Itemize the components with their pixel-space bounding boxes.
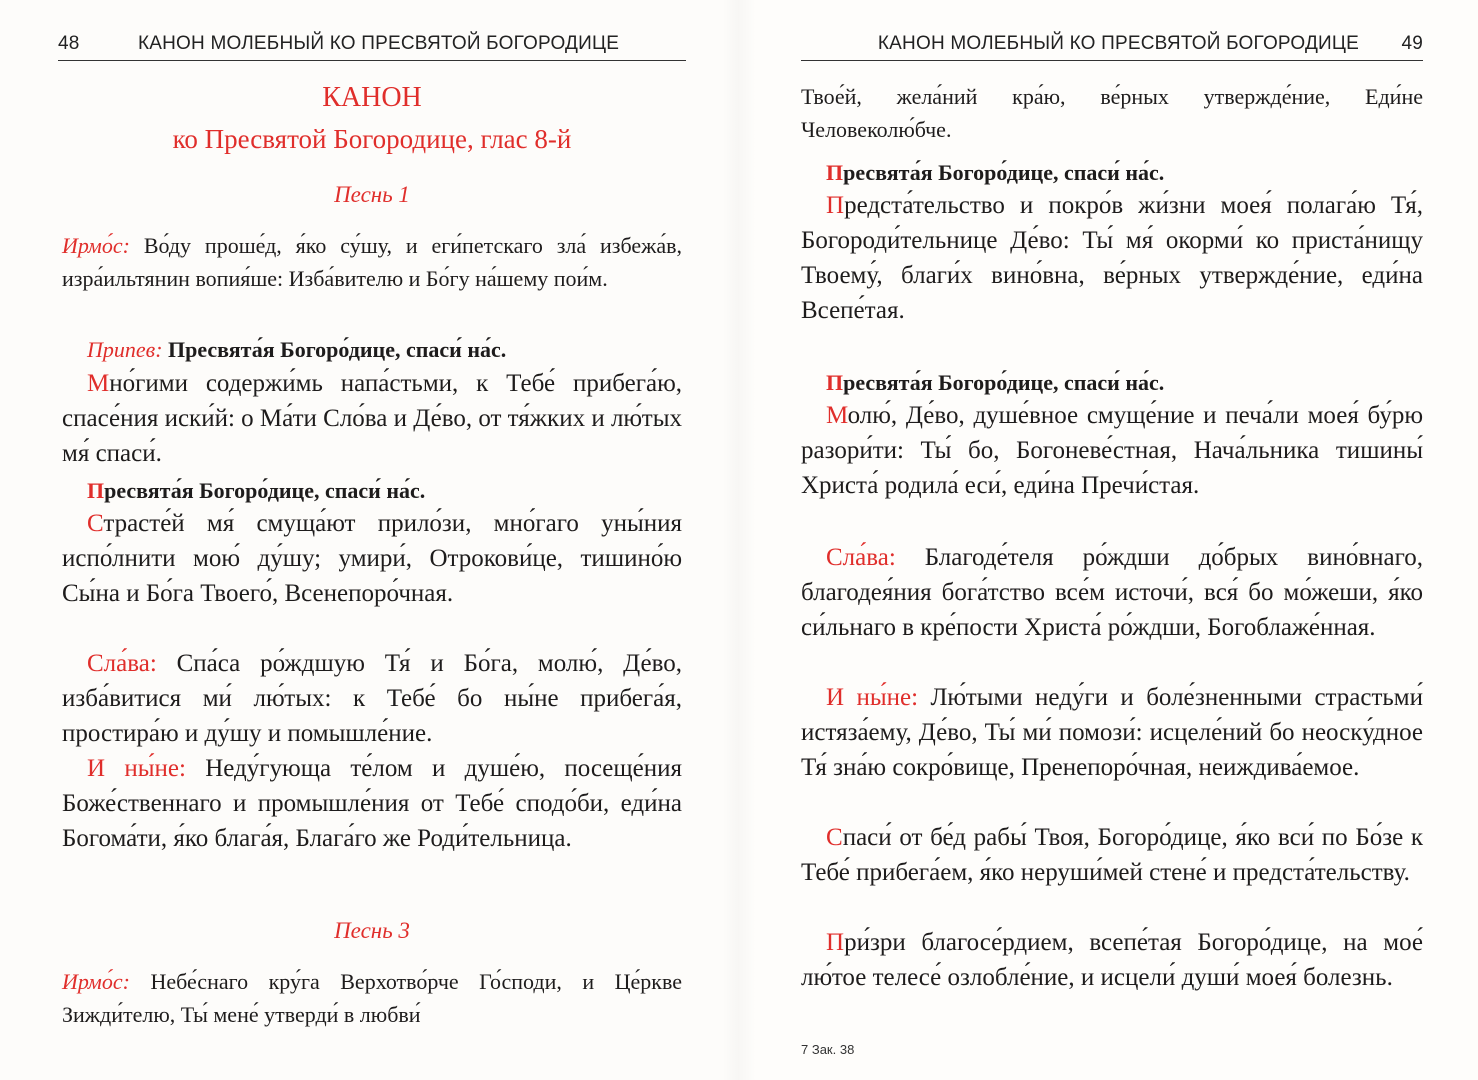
- glory: [801, 540, 1423, 645]
- header-rule: [801, 60, 1423, 61]
- refrain-1: [801, 156, 1423, 189]
- troparion-text: редста́тельство и покро́в жи́зни моея́ полага́ю Тя́, Богороди́тельнице Де́во: Ты́ мя́ окорми́ ко приста́нищу Твоему́, благи́х вино́вна, ве́рных утвержде́ние, еди́на Всепе́тая.: [801, 192, 1423, 324]
- red-initial: П: [826, 160, 844, 185]
- red-initial: П: [826, 929, 845, 956]
- refrain-text: ресвята́я Богоро́дице, спаси́ на́с.: [843, 370, 1165, 395]
- book-gutter: [722, 0, 756, 1080]
- red-initial: П: [826, 370, 844, 395]
- running-head: [58, 30, 686, 58]
- header-rule: [58, 60, 686, 61]
- song-1-heading: Песнь 1: [334, 182, 410, 207]
- and-now: [62, 751, 682, 856]
- troparion-3: [801, 820, 1423, 890]
- and-now-text: Неду́гующа те́лом и душе́ю, посеще́ния Боже́ственнаго и промышле́ния от Тебе́ сподо́би, еди́на Богома́ти, я́ко блага́я, Блага́го же Роди́тельница.: [62, 755, 683, 852]
- refrain-text: ресвята́я Богоро́дице, спаси́ на́с.: [104, 478, 426, 503]
- irmos-3: [62, 965, 682, 1031]
- troparion-text: паси́ от бе́д рабы́ Твоя, Богоро́дице, я́ко вси́ по Бо́зе к Тебе́ прибега́ем, я́ко неруши́мей стене́ и предста́тельству.: [801, 824, 1423, 886]
- refrain: [62, 333, 682, 366]
- glory-text: Благоде́теля ро́ждши до́брых вино́внаго, благодея́ния бога́тство все́м источи́, вся́ бо мо́жеши, я́ко си́льнаго в кре́пости Христа́ ро́ждши, Богоблаже́нная.: [801, 544, 1424, 641]
- and-now-label: И ны́не:: [87, 755, 186, 782]
- continuation-text: Твое́й, жела́ний кра́ю, ве́рных утвержде́ние, Еди́не Человеколю́бче.: [801, 84, 1423, 142]
- troparion-text: ри́зри благосе́рдием, всепе́тая Богоро́дице, на мое́ лю́тое телесе́ озлобле́ние, и исцели́ души́ моея́ болезнь.: [801, 929, 1423, 991]
- troparion-1: [62, 366, 682, 471]
- irmos-label: Ирмо́с:: [62, 233, 130, 258]
- running-head: [801, 30, 1423, 58]
- refrain-2: [62, 474, 682, 507]
- page-number: 49: [1401, 33, 1423, 54]
- page-number: 48: [58, 33, 80, 54]
- troparion-1: [801, 188, 1423, 328]
- red-initial: М: [826, 402, 848, 429]
- red-initial: П: [87, 478, 105, 503]
- red-initial: М: [87, 370, 110, 397]
- red-initial: П: [826, 192, 845, 219]
- refrain-text: Пресвята́я Богоро́дице, спаси́ на́с.: [168, 337, 507, 362]
- and-now: [801, 680, 1423, 785]
- song-3-heading: Песнь 3: [334, 918, 410, 943]
- right-page: [739, 0, 1478, 1080]
- red-initial: С: [87, 510, 104, 537]
- signature-note: 7 Зак. 38: [801, 1042, 855, 1057]
- and-now-label: И ны́не:: [826, 684, 919, 711]
- running-head-title: КАНОН МОЛЕБНЫЙ КО ПРЕСВЯТОЙ БОГОРОДИЦЕ: [138, 33, 620, 54]
- glory-label: Сла́ва:: [826, 544, 896, 571]
- running-head-title: КАНОН МОЛЕБНЫЙ КО ПРЕСВЯТОЙ БОГОРОДИЦЕ: [877, 33, 1359, 54]
- troparion-4: [801, 925, 1423, 995]
- troparion-2: [801, 398, 1423, 503]
- irmos-1: [62, 229, 682, 295]
- refrain-text: ресвята́я Богоро́дице, спаси́ на́с.: [843, 160, 1165, 185]
- continuation: [801, 80, 1423, 146]
- canon-subtitle: ко Пресвятой Богородице, глас 8-й: [172, 124, 572, 154]
- canon-title: КАНОН: [322, 82, 422, 113]
- glory: [62, 646, 682, 751]
- and-now-text: Лю́тыми неду́ги и боле́зненными страстьми́ истяза́ему, Де́во, Ты́ ми́ помози́: исцеле́ний бо неоску́дное Тя́ зна́ю сокро́вище, Пренепоро́чная, неиждива́емое.: [801, 684, 1423, 781]
- glory-label: Сла́ва:: [87, 650, 157, 677]
- irmos-text: Небе́снаго кру́га Верхотво́рче Го́споди, и Це́ркве Зижди́телю, Ты́ мене́ утверди́ в любви́: [62, 969, 683, 1027]
- irmos-text: Во́ду проше́д, я́ко су́шу, и еги́петскаго зла́ избежа́в, изра́ильтянин вопия́ше: Изба́вителю и Бо́гу на́шему пои́м.: [62, 233, 682, 291]
- refrain-label: Припев:: [87, 337, 163, 362]
- glory-text: Спа́са ро́ждшую Тя́ и Бо́га, молю́, Де́во, изба́витися ми́ лю́тых: к Тебе́ бо ны́не прибега́я, простира́ю и ду́шу и помышле́ние.: [62, 650, 682, 747]
- red-initial: С: [826, 824, 843, 851]
- troparion-2: [62, 506, 682, 611]
- refrain-2: [801, 366, 1423, 399]
- troparion-text: олю́, Де́во, душе́вное смуще́ние и печа́ли моея́ бу́рю разори́ти: Ты́ бо, Богоневе́стная, Нача́льника тишины́ Христа́ родила́ еси́, еди́на Пречи́стая.: [801, 402, 1423, 499]
- irmos-label: Ирмо́с:: [62, 969, 130, 994]
- troparion-text: трасте́й мя́ смуща́ют прило́зи, мно́гаго уны́ния испо́лнити мою́ ду́шу; умири́, Отрокови́це, тишино́ю Сы́на и Бо́га Твоего́, Всенепоро́чная.: [62, 510, 682, 607]
- troparion-text: но́гими содержи́мь напа́стьми, к Тебе́ прибега́ю, спасе́ния иски́й: о Ма́ти Сло́ва и Де́во, от тя́жких и лю́тых мя́ спаси́.: [62, 370, 682, 467]
